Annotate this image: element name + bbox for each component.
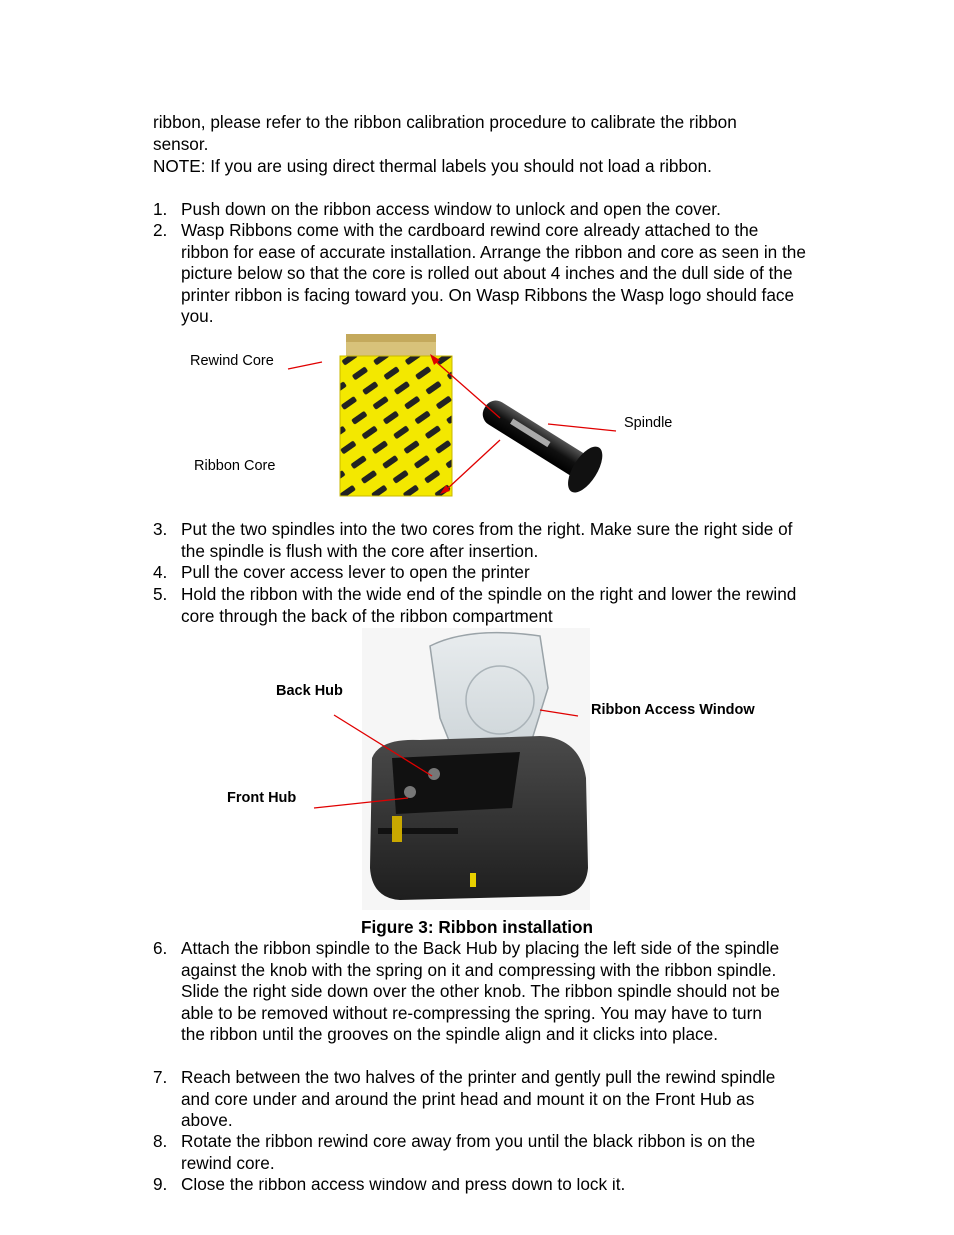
ribbon-core-label: Ribbon Core [194, 458, 276, 474]
list-number: 6. [153, 938, 168, 958]
printer-illustration [0, 628, 954, 918]
list-text: Push down on the ribbon access window to unlock and open the cover. [181, 199, 721, 219]
ribbon-spindle-illustration [0, 330, 954, 510]
list-text: Attach the ribbon spindle to the Back Hub by placing the left side of the spindle against the knob with the spring on it and compressing with the ribbon spindle. Slide the right side down over the other knob. The ribbon spindle should not be able to be removed without re-compressing the spring. You may have to turn the ribbon until the grooves on the spindle align and it clicks into place. [181, 938, 780, 1044]
list-number: 3. [153, 519, 168, 539]
page-cut-off [0, 1178, 954, 1198]
ribbon-access-window-label: Ribbon Access Window [591, 702, 755, 718]
list-text: Pull the cover access lever to open the printer [181, 562, 530, 582]
rewind-core-label: Rewind Core [190, 353, 274, 369]
front-hub-shape [404, 786, 416, 798]
spindle-shape [471, 385, 609, 498]
note-line: NOTE: If you are using direct thermal labels you should not load a ribbon. [153, 156, 712, 176]
list-number: 9. [153, 1178, 168, 1194]
back-hub-label: Back Hub [276, 683, 343, 699]
list-number: 2. [153, 220, 168, 240]
spindle-label: Spindle [624, 415, 673, 431]
list-number: 7. [153, 1067, 168, 1087]
list-text: Hold the ribbon with the wide end of the spindle on the right and lower the rewind core through the back of the ribbon compartment [181, 584, 797, 626]
list-number: 5. [153, 584, 168, 604]
intro-line-1: ribbon, please refer to the ribbon calibration procedure to calibrate the ribbon [153, 112, 737, 132]
list-text: Reach between the two halves of the printer and gently pull the rewind spindle and core under and around the print head and mount it on the Front Hub as above. [181, 1067, 776, 1130]
list-number: 4. [153, 562, 168, 582]
intro-line-2: sensor. [153, 134, 209, 154]
ribbon-roll-shape [340, 356, 452, 496]
list-text: Close the ribbon access window and press down to lock it. [181, 1178, 626, 1194]
front-hub-label: Front Hub [227, 790, 297, 806]
list-text: Put the two spindles into the two cores from the right. Make sure the right side of the spindle is flush with the core after insertion. [181, 519, 793, 561]
list-text: Wasp Ribbons come with the cardboard rewind core already attached to the ribbon for ease of accurate installation. Arrange the ribbon and core as seen in the picture below so that the core is rolled out about 4 inches and the dull side of the printer ribbon is facing toward you. On Wasp Ribbons the Wasp logo should face you. [181, 220, 806, 326]
list-text: Rotate the ribbon rewind core away from you until the black ribbon is on the rewind core. [181, 1131, 756, 1173]
list-number: 8. [153, 1131, 168, 1151]
list-number: 1. [153, 199, 168, 219]
figure-caption: Figure 3: Ribbon installation [360, 917, 594, 937]
